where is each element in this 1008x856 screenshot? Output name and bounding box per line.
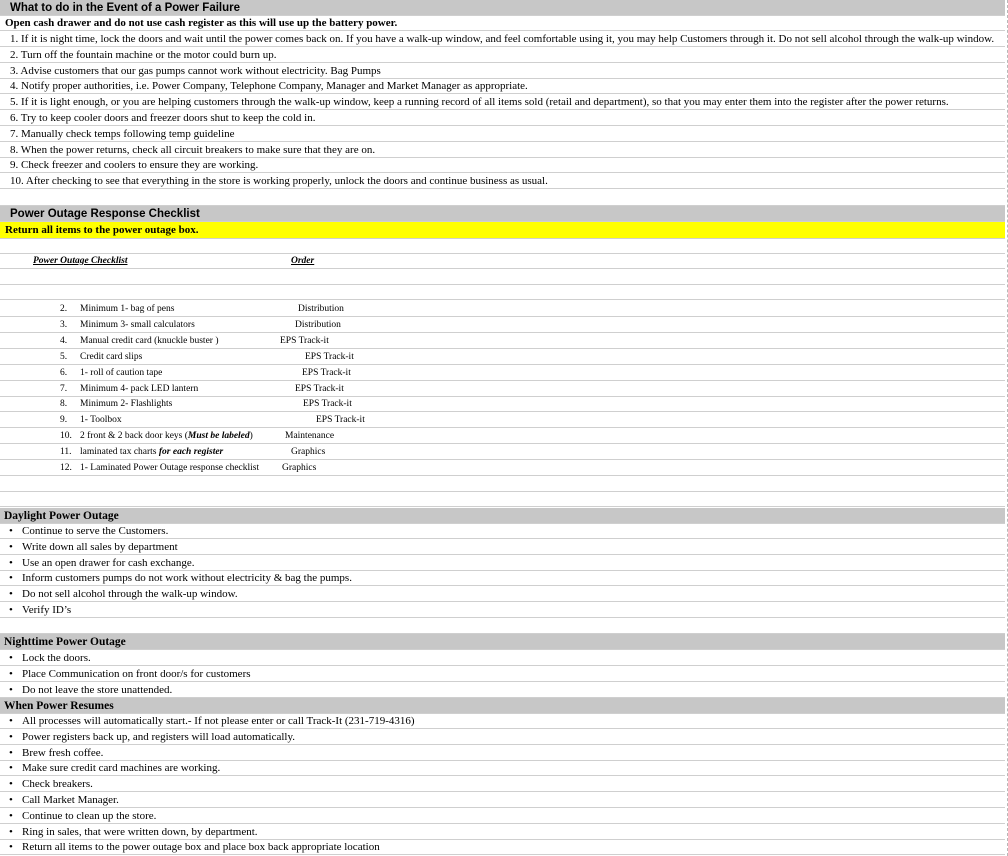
- bullet-text: Return all items to the power outage box and place box back appropriate location: [22, 841, 380, 854]
- bullet-icon: •: [9, 746, 13, 759]
- daylight-list-item: [0, 603, 1005, 618]
- nighttime-list-item: [0, 683, 1005, 698]
- checklist-column-header-row: [0, 254, 1005, 269]
- numbered-step: [0, 158, 1005, 173]
- checklist-item-order: Graphics: [291, 447, 326, 458]
- checklist-item-label-emphasis: Must be labeled: [187, 431, 250, 442]
- bullet-icon: •: [9, 841, 13, 854]
- bullet-text: Brew fresh coffee.: [22, 746, 104, 759]
- checklist-item-order: EPS Track-it: [316, 415, 365, 426]
- checklist-item-order: EPS Track-it: [280, 335, 329, 346]
- section-header-power-resumes: When Power Resumes: [0, 698, 1005, 714]
- checklist-item-row: [0, 429, 1005, 444]
- bullet-text: Call Market Manager.: [22, 794, 119, 806]
- section-header-checklist: Power Outage Response Checklist: [0, 206, 1005, 222]
- numbered-step: [0, 95, 1005, 110]
- checklist-item-row: [0, 397, 1005, 412]
- numbered-step: [0, 127, 1005, 142]
- step-text: 9. Check freezer and coolers to ensure they are working.: [10, 159, 259, 172]
- bullet-text: Continue to clean up the store.: [22, 809, 157, 822]
- checklist-item-label-text: Minimum 4- pack LED lantern: [80, 383, 199, 394]
- power-resumes-list-item: [0, 714, 1005, 729]
- bullet-icon: •: [9, 794, 13, 806]
- checklist-item-label-text: Manual credit card (knuckle buster ): [80, 335, 219, 346]
- bullet-text: Do not sell alcohol through the walk-up window.: [22, 588, 238, 601]
- checklist-item-row: [0, 350, 1005, 365]
- step-text: 4. Notify proper authorities, i.e. Power Company, Telephone Company, Manager and Market Manager as appropriate.: [10, 80, 528, 93]
- checklist-item-order: Distribution: [298, 304, 344, 314]
- checklist-item-label: [80, 429, 253, 444]
- numbered-step: [0, 32, 1005, 47]
- checklist-item-number: 6.: [60, 367, 68, 378]
- checklist-item-number: 8.: [60, 399, 68, 410]
- checklist-item-number: 9.: [60, 415, 68, 426]
- bullet-icon: •: [9, 825, 13, 838]
- step-text: 7. Manually check temps following temp guideline: [10, 127, 235, 140]
- bullet-icon: •: [9, 715, 13, 727]
- checklist-item-label: [80, 413, 122, 428]
- bullet-text: Continue to serve the Customers.: [22, 525, 169, 537]
- numbered-step: [0, 48, 1005, 63]
- checklist-item-order: Maintenance: [285, 431, 335, 442]
- power-resumes-list-item: [0, 825, 1005, 840]
- daylight-list-item: [0, 540, 1005, 555]
- empty-row: [0, 477, 1005, 492]
- bullet-text: Power registers back up, and registers will load automatically.: [22, 730, 295, 743]
- bullet-icon: •: [9, 588, 13, 601]
- bullet-icon: •: [9, 525, 13, 537]
- section-header-daylight: Daylight Power Outage: [0, 508, 1005, 524]
- checklist-item-number: 3.: [60, 319, 68, 330]
- column-header-order: Order: [291, 256, 315, 266]
- empty-row: [0, 285, 1005, 300]
- empty-row: [0, 270, 1005, 285]
- checklist-item-row: [0, 334, 1005, 349]
- numbered-step: [0, 111, 1005, 126]
- bullet-icon: •: [9, 604, 13, 616]
- checklist-item-label: [80, 350, 142, 365]
- checklist-item-number: 4.: [60, 335, 68, 346]
- checklist-item-order: EPS Track-it: [302, 367, 351, 378]
- empty-row: [0, 191, 1005, 206]
- checklist-item-label-text: laminated tax charts: [80, 447, 159, 458]
- step-text: 2. Turn off the fountain machine or the motor could burn up.: [10, 48, 277, 61]
- bullet-icon: •: [9, 778, 13, 791]
- bullet-text: Verify ID’s: [22, 604, 72, 616]
- checklist-item-label: [80, 318, 195, 333]
- daylight-list-item: [0, 524, 1005, 539]
- bullet-icon: •: [9, 762, 13, 775]
- bullet-text: Lock the doors.: [22, 652, 91, 664]
- numbered-step: [0, 79, 1005, 94]
- power-resumes-list-item: [0, 777, 1005, 792]
- numbered-step: [0, 143, 1005, 158]
- checklist-item-order: Distribution: [295, 319, 341, 330]
- empty-row: [0, 619, 1005, 634]
- power-resumes-list-item: [0, 746, 1005, 761]
- checklist-item-row: [0, 461, 1005, 476]
- step-text: 5. If it is light enough, or you are helping customers through the walk-up window, keep a running record of all items sold (retail and department), so that you may enter them into the register after the power returns.: [10, 96, 949, 109]
- step-text: 3. Advise customers that our gas pumps cannot work without electricity. Bag Pumps: [10, 64, 381, 77]
- power-resumes-list-item: [0, 730, 1005, 745]
- nighttime-list-item: [0, 651, 1005, 666]
- checklist-item-number: 12.: [60, 463, 72, 473]
- checklist-item-label-text: Minimum 1- bag of pens: [80, 304, 175, 314]
- step-text: 1. If it is night time, lock the doors and wait until the power comes back on. If you have a walk-up window, and feel comfortable using it, you may help Customers through it. Do not sell alcohol through the walk-up window.: [10, 33, 995, 45]
- bullet-icon: •: [9, 540, 13, 553]
- bullet-text: Write down all sales by department: [22, 540, 178, 553]
- checklist-item-row: [0, 382, 1005, 397]
- step-text: 8. When the power returns, check all circuit breakers to make sure that they are on.: [10, 143, 376, 156]
- numbered-step: [0, 174, 1005, 189]
- checklist-item-label: [80, 302, 174, 317]
- checklist-item-number: 2.: [60, 304, 68, 314]
- bullet-icon: •: [9, 556, 13, 569]
- bullet-text: Check breakers.: [22, 778, 93, 791]
- checklist-item-order: EPS Track-it: [303, 399, 352, 410]
- checklist-item-label: [80, 334, 218, 349]
- checklist-item-label-text: Credit card slips: [80, 351, 143, 362]
- checklist-item-label-text: Minimum 2- Flashlights: [80, 399, 173, 410]
- checklist-item-label-emphasis: for each register: [158, 447, 224, 458]
- bullet-text: Place Communication on front door/s for customers: [22, 667, 251, 680]
- bullet-icon: •: [9, 652, 13, 664]
- step-text: 10. After checking to see that everything in the store is working properly, unlock the doors and continue business as usual.: [10, 175, 548, 188]
- bullet-icon: •: [9, 667, 13, 680]
- bullet-icon: •: [9, 683, 13, 696]
- checklist-item-label-text: 1- roll of caution tape: [80, 367, 163, 378]
- power-resumes-list-item: [0, 793, 1005, 808]
- checklist-item-row: [0, 445, 1005, 460]
- checklist-item-label: [80, 366, 162, 381]
- checklist-item-row: [0, 413, 1005, 428]
- daylight-list-item: [0, 571, 1005, 586]
- checklist-item-label: [80, 445, 223, 460]
- checklist-item-label: [80, 397, 172, 412]
- bullet-icon: •: [9, 572, 13, 585]
- checklist-item-order: EPS Track-it: [305, 351, 354, 362]
- checklist-item-number: 7.: [60, 383, 68, 394]
- checklist-item-row: [0, 318, 1005, 333]
- power-resumes-list-item: [0, 840, 1005, 855]
- daylight-list-item: [0, 556, 1005, 571]
- bullet-text: Inform customers pumps do not work without electricity & bag the pumps.: [22, 572, 352, 585]
- daylight-list-item: [0, 587, 1005, 602]
- checklist-item-number: 11.: [60, 447, 72, 458]
- empty-row: [0, 492, 1005, 507]
- checklist-item-label: [80, 382, 198, 397]
- checklist-item-order: EPS Track-it: [295, 383, 344, 394]
- bullet-text: Use an open drawer for cash exchange.: [22, 556, 195, 569]
- empty-row: [0, 239, 1005, 254]
- power-resumes-list-item: [0, 761, 1005, 776]
- checklist-item-label: [80, 461, 259, 476]
- highlight-instruction: Return all items to the power outage box.: [0, 222, 1005, 239]
- checklist-item-row: [0, 366, 1005, 381]
- step-text: 6. Try to keep cooler doors and freezer doors shut to keep the cold in.: [10, 112, 316, 124]
- bullet-text: Make sure credit card machines are working.: [22, 762, 221, 775]
- checklist-item-label-text: 1- Laminated Power Outage response checklist: [80, 463, 260, 473]
- checklist-item-label-text: Minimum 3- small calculators: [80, 319, 195, 330]
- checklist-item-label-text: 2 front & 2 back door keys (: [80, 431, 188, 442]
- bullet-text: All processes will automatically start.- If not please enter or call Track-It (231-719-4316): [22, 715, 415, 727]
- bullet-text: Do not leave the store unattended.: [22, 683, 173, 696]
- checklist-item-row: [0, 302, 1005, 317]
- nighttime-list-item: [0, 667, 1005, 682]
- numbered-step: [0, 64, 1005, 79]
- power-resumes-list-item: [0, 809, 1005, 824]
- bullet-icon: •: [9, 809, 13, 822]
- checklist-item-number: 5.: [60, 351, 68, 362]
- checklist-item-label-text: 1- Toolbox: [80, 415, 122, 426]
- checklist-item-number: 10.: [60, 431, 72, 442]
- section-header-power-failure: What to do in the Event of a Power Failure: [0, 0, 1005, 16]
- intro-instruction: Open cash drawer and do not use cash register as this will use up the battery power.: [0, 16, 1005, 31]
- column-header-item: Power Outage Checklist: [33, 256, 128, 266]
- checklist-item-label-tail: ): [249, 431, 253, 442]
- bullet-text: Ring in sales, that were written down, by department.: [22, 825, 258, 838]
- section-header-nighttime: Nighttime Power Outage: [0, 634, 1005, 650]
- checklist-item-order: Graphics: [282, 463, 317, 473]
- bullet-icon: •: [9, 730, 13, 743]
